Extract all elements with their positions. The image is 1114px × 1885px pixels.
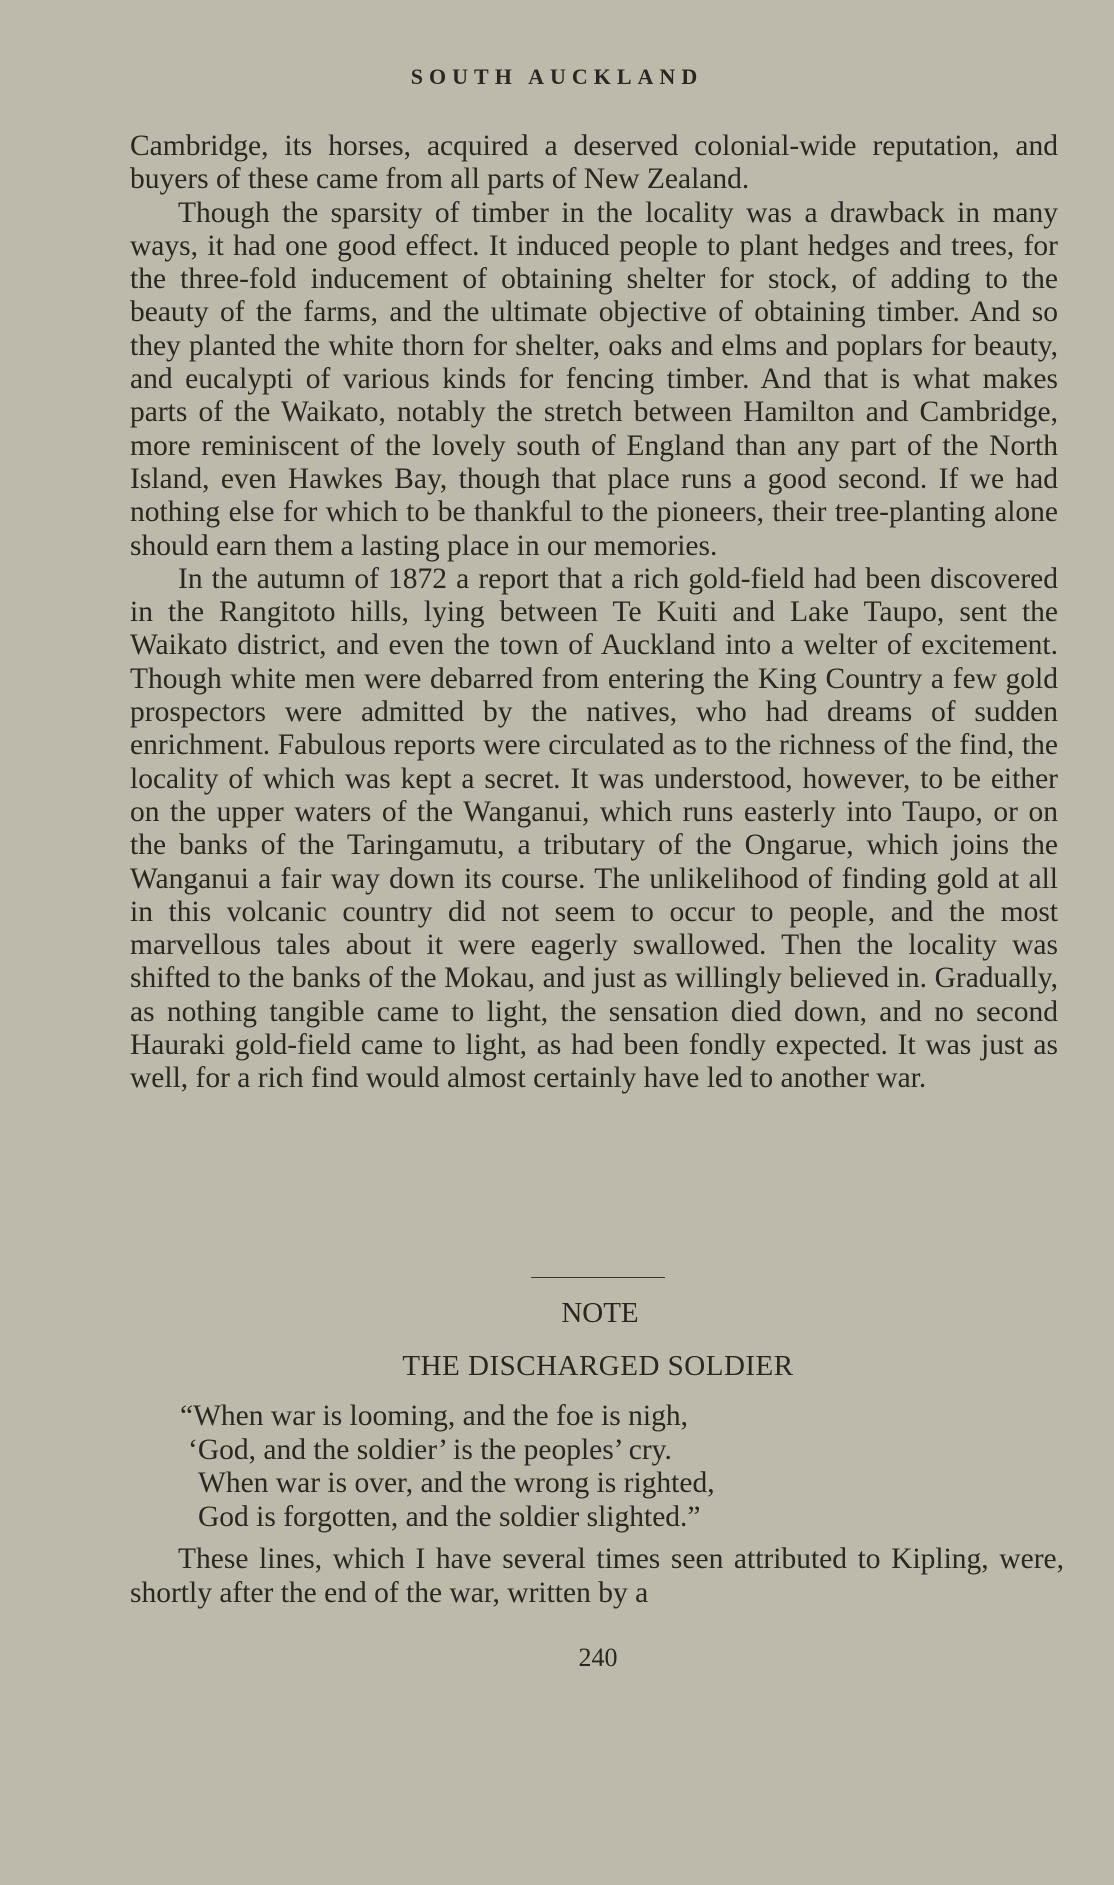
poem-line: ‘God, and the soldier’ is the peoples’ cry.	[188, 1433, 672, 1466]
note-title: THE DISCHARGED SOLDIER	[402, 1350, 794, 1382]
paragraph: Cambridge, its horses, acquired a deserved colonial-wide reputation, and buyers of these came from all parts of New Zealand.	[130, 130, 1058, 196]
poem-line: When war is over, and the wrong is righted,	[198, 1467, 715, 1499]
poem	[180, 1400, 715, 1534]
page-number: 240	[578, 1643, 618, 1672]
running-head: SOUTH AUCKLAND	[410, 64, 704, 89]
paragraph: Though the sparsity of timber in the locality was a drawback in many ways, it had one good effect. It induced people to plant hedges and trees, for the three-fold inducement of obtaining shelter for stock, of adding to the beauty of the farms, and the ultimate objective of obtaining timber. And so they planted the white thorn for shelter, oaks and elms and poplars for beauty, and eucalypti of various kinds for fencing timber. And that is what makes parts of the Waikato, notably the stretch between Hamilton and Cambridge, more reminiscent of the lovely south of England than any part of the North Island, even Hawkes Bay, though that place runs a good second. If we had nothing else for which to be thankful to the pioneers, their tree-planting alone should earn them a lasting place in our memories.	[130, 196, 1058, 562]
poem-line: God is forgotten, and the soldier slighted.”	[198, 1500, 701, 1533]
section-divider	[531, 1277, 665, 1278]
poem-line: “When war is looming, and the foe is nigh,	[180, 1400, 688, 1432]
paragraph: These lines, which I have several times seen attributed to Kipling, were, shortly after the end of the war, written by a	[130, 1543, 1064, 1609]
note-text	[130, 1542, 1064, 1610]
main-text	[130, 130, 1058, 1096]
note-heading: NOTE	[561, 1297, 639, 1329]
paragraph: In the autumn of 1872 a report that a rich gold-field had been discovered in the Rangitoto hills, lying between Te Kuiti and Lake Taupo, sent the Waikato district, and even the town of Auckland into a welter of excitement. Though white men were debarred from entering the King Country a few gold prospectors were admitted by the natives, who had dreams of sudden enrichment. Fabulous reports were circulated as to the richness of the find, the locality of which was kept a secret. It was understood, however, to be either on the upper waters of the Wanganui, which runs easterly into Taupo, or on the banks of the Taringamutu, a tributary of the Ongarue, which joins the Wanganui a fair way down its course. The unlikelihood of finding gold at all in this volcanic country did not seem to occur to people, and the most marvellous tales about it were eagerly swallowed. Then the locality was shifted to the banks of the Mokau, and just as willingly believed in. Gradually, as nothing tangible came to light, the sensation died down, and no second Hauraki gold-field came to light, as had been fondly expected. It was just as well, for a rich find would almost certainly have led to another war.	[130, 562, 1058, 1095]
